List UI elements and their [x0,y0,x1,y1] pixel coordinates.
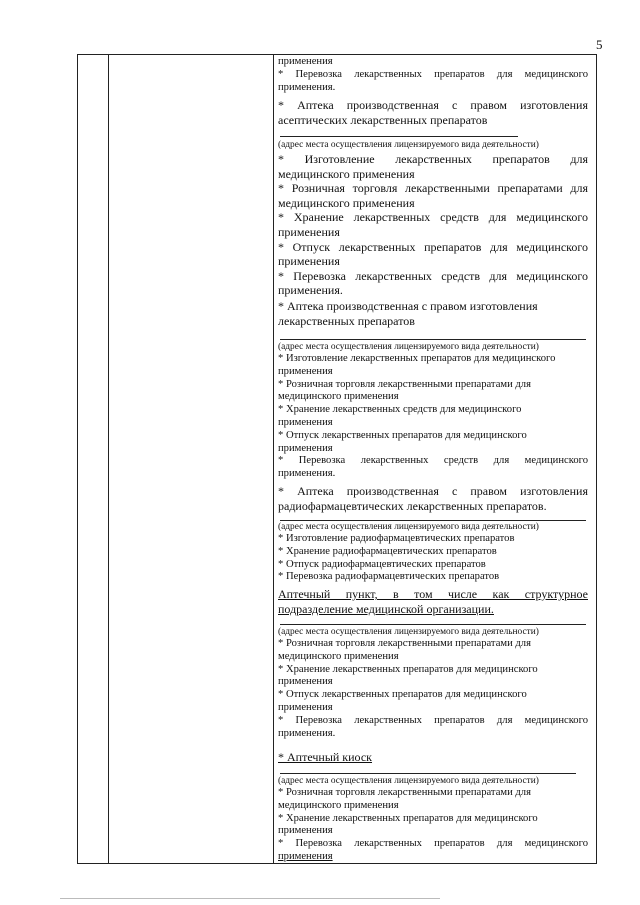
address-caption: (адрес места осуществления лицензируемого вида деятельности) [278,342,539,352]
text-line: * Хранение лекарственных средств для медицинского [278,404,522,416]
page-number: 5 [596,37,603,52]
text-line: * Хранение лекарственных средств для медицинского [278,210,588,225]
section-heading-line: * Аптека производственная с правом изготовления [278,299,538,313]
text-line: * Отпуск лекарственных препаратов для медицинского [278,429,527,441]
column-divider-1 [108,55,109,863]
section-heading-line: * Аптечный киоск [278,750,373,764]
text-line: применения. [278,468,336,480]
text-line: применения [278,365,333,377]
section-heading-line: лекарственных препаратов [278,313,415,328]
text-line: применения [278,416,333,428]
text-line: медицинского применения [278,650,399,662]
text-line: * Изготовление радиофармацевтических препаратов [278,533,515,544]
text-line: * Перевозка лекарственных препаратов для медицинского [278,714,588,726]
section-radiopharm-pharmacy [278,484,588,513]
text-line: * Розничная торговля лекарственными препаратами для [278,181,588,196]
address-line [280,520,586,521]
text-line: применения [278,442,333,454]
text-line: * Отпуск радиофармацевтических препаратов [278,558,486,570]
section-heading-line: асептических лекарственных препаратов [278,112,488,127]
section-heading-line: * Аптека производственная с правом изготовления [278,484,588,498]
text-line: применения [278,56,333,67]
text-line: * Отпуск лекарственных препаратов для медицинского [278,689,527,701]
address-line [280,136,518,137]
text-line: медицинского применения [278,391,399,403]
text-line: * Хранение радиофармацевтических препаратов [278,545,497,557]
section-heading-line: * Аптека производственная с правом изготовления [278,98,588,112]
text-line: применения [278,254,340,269]
address-caption: (адрес места осуществления лицензируемого вида деятельности) [278,522,539,532]
text-line: * Изготовление лекарственных препаратов для [278,152,588,166]
text-line: применения [278,850,333,862]
text-line: * Хранение лекарственных препаратов для медицинского [278,663,538,675]
text-line: медицинского применения [278,195,415,210]
address-caption: (адрес места осуществления лицензируемого вида деятельности) [278,627,539,637]
text-line: * Перевозка радиофармацевтических препаратов [278,571,500,583]
section-continuation [278,56,588,94]
text-line: * Перевозка лекарственных препаратов для медицинского [278,838,588,850]
text-line: * Хранение лекарственных препаратов для медицинского [278,812,538,824]
section-pharmacy-kiosk [278,750,588,765]
text-line: * Отпуск лекарственных препаратов для медицинского [278,239,588,254]
section-pharmacy-point [278,587,588,616]
text-line: * Перевозка лекарственных средств для медицинского [278,268,588,283]
address-line [280,773,576,774]
text-line: * Перевозка лекарственных препаратов для медицинского [278,68,588,80]
text-line: * Розничная торговля лекарственными препаратами для [278,787,531,798]
text-line: * Изготовление лекарственных препаратов для медицинского [278,353,556,364]
section-aseptic-pharmacy-items [278,140,588,151]
scan-edge-line [60,898,440,899]
text-line: * Розничная торговля лекарственными препаратами для [278,378,531,390]
section-production-pharmacy [278,299,588,328]
text-line: применения [278,701,333,713]
text-line: медицинского применения [278,799,399,811]
section-pharmacy-point-list [278,627,588,740]
section-aseptic-pharmacy-list [278,152,588,298]
section-radiopharm-list [278,522,588,584]
text-line: применения. [278,727,336,739]
text-line: применения. [278,283,343,298]
address-line [280,339,586,340]
section-pharmacy-kiosk-list [278,776,588,864]
address-caption: (адрес места осуществления лицензируемого вида деятельности) [278,776,539,786]
text-line: применения. [278,81,336,93]
text-line: * Перевозка лекарственных средств для медицинского [278,455,588,467]
text-line: применения [278,224,340,239]
text-line: медицинского применения [278,166,415,181]
column-divider-2 [273,55,274,863]
section-production-pharmacy-list [278,342,588,481]
address-caption: (адрес места осуществления лицензируемого вида деятельности) [278,140,539,150]
section-heading-line: подразделение медицинской организации. [278,601,494,616]
text-line: применения [278,676,333,688]
section-heading-line: радиофармацевтических лекарственных препаратов. [278,498,547,513]
text-line: * Розничная торговля лекарственными препаратами для [278,638,531,649]
section-heading-line: Аптечный пункт, в том числе как структурное [278,587,588,601]
section-aseptic-pharmacy [278,98,588,127]
text-line: применения [278,825,333,837]
address-line [280,624,586,625]
